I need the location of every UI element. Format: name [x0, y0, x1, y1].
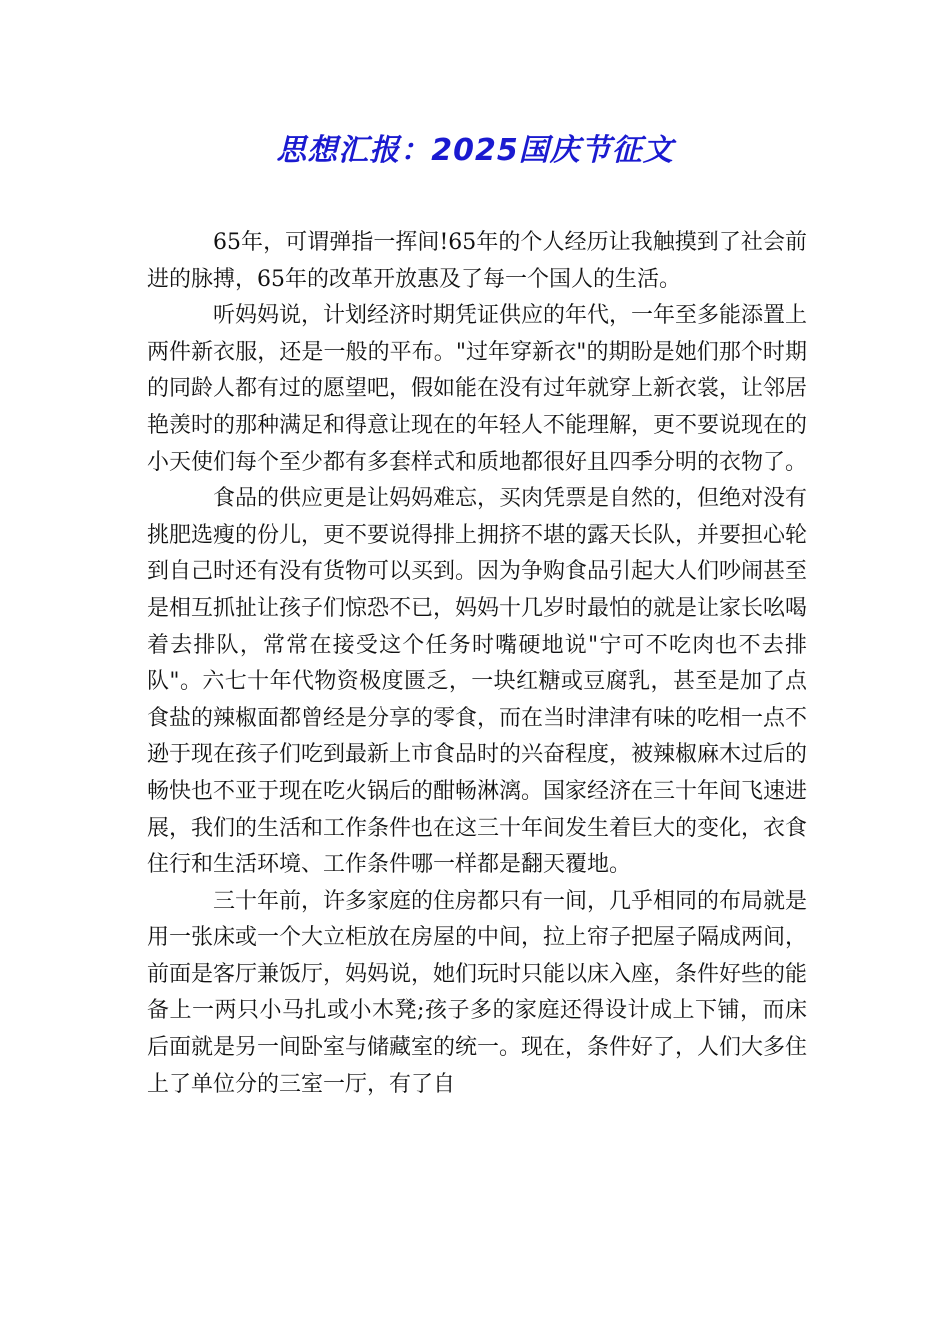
- document-title: 思想汇报：2025国庆节征文: [276, 133, 674, 168]
- document-body: [147, 225, 807, 1103]
- paragraph: 听妈妈说，计划经济时期凭证供应的年代，一年至多能添置上两件新衣服，还是一般的平布。"过年穿新衣"的期盼是她们那个时期的同龄人都有过的愿望吧，假如能在没有过年就穿上新衣裳，让邻居艳羡时的那种满足和得意让现在的年轻人不能理解，更不要说现在的小天使们每个至少都有多套样式和质地都很好且四季分明的衣物了。: [147, 303, 808, 475]
- paragraph: 食品的供应更是让妈妈难忘，买肉凭票是自然的，但绝对没有挑肥选瘦的份儿，更不要说得排上拥挤不堪的露天长队，并要担心轮到自己时还有没有货物可以买到。因为争购食品引起大人们吵闹甚至是相互抓扯让孩子们惊恐不已，妈妈十几岁时最怕的就是让家长吆喝着去排队，常常在接受这个任务时嘴硬地说"宁可不吃肉也不去排队"。六七十年代物资极度匮乏，一块红糖或豆腐乳，甚至是加了点食盐的辣椒面都曾经是分享的零食，而在当时津津有味的吃相一点不逊于现在孩子们吃到最新上市食品时的兴奋程度，被辣椒麻木过后的畅快也不亚于现在吃火锅后的酣畅淋漓。国家经济在三十年间飞速进展，我们的生活和工作条件也在这三十年间发生着巨大的变化，衣食住行和生活环境、工作条件哪一样都是翻天覆地。: [147, 486, 808, 878]
- paragraph: 三十年前，许多家庭的住房都只有一间，几乎相同的布局就是用一张床或一个大立柜放在房屋的中间，拉上帘子把屋子隔成两间，前面是客厅兼饭厅，妈妈说，她们玩时只能以床入座，条件好些的能备上一两只小马扎或小木凳;孩子多的家庭还得设计成上下铺，而床后面就是另一间卧室与储藏室的统一。现在，条件好了，人们大多住上了单位分的三室一厅，有了自: [147, 888, 808, 1097]
- paragraph: 65年，可谓弹指一挥间!65年的个人经历让我触摸到了社会前进的脉搏，65年的改革开放惠及了每一个国人的生活。: [147, 230, 807, 292]
